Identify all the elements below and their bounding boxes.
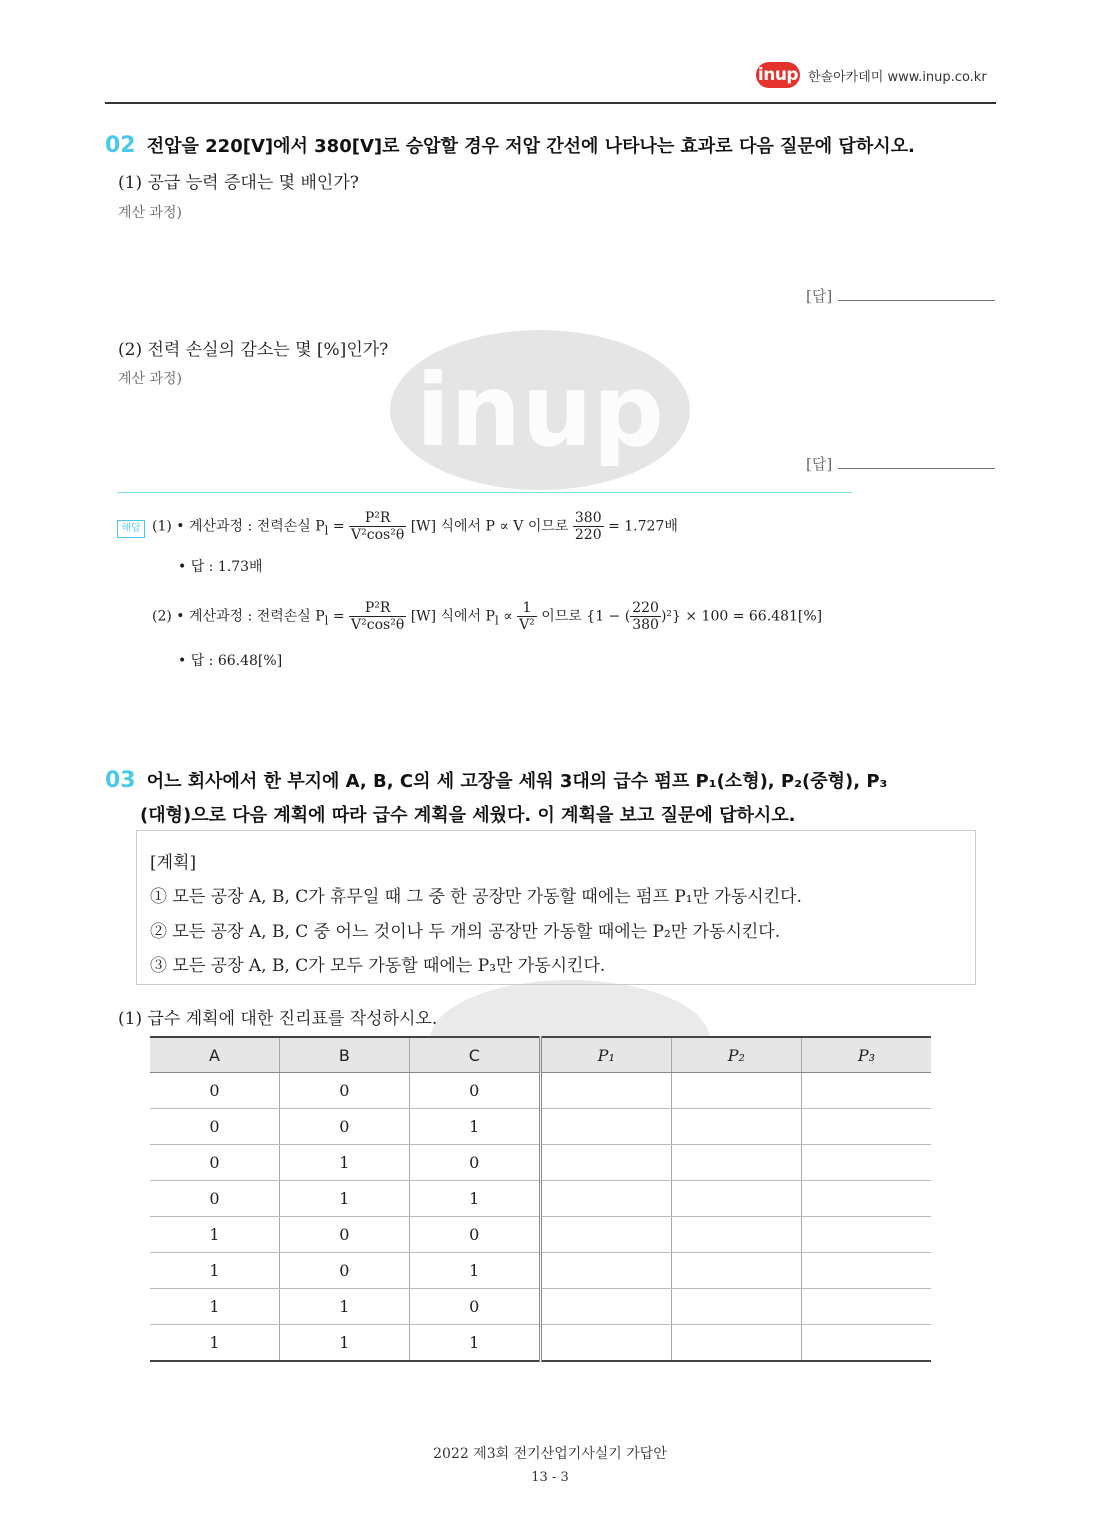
header-p2: P₂: [671, 1037, 801, 1073]
cell-a: 0: [150, 1181, 279, 1217]
cell-p1[interactable]: [540, 1073, 671, 1109]
s2-mid: [W] 식에서 P: [410, 608, 495, 625]
question-number: 02: [105, 133, 136, 158]
cell-c: 0: [409, 1217, 540, 1253]
cell-a: 0: [150, 1145, 279, 1181]
header-p1: P₁: [540, 1037, 671, 1073]
cell-p3[interactable]: [801, 1253, 931, 1289]
q3-sub1: (1) 급수 계획에 대한 진리표를 작성하시오.: [118, 1009, 438, 1029]
s2-expr-close: )²} × 100 = 66.481[%]: [660, 608, 823, 625]
table-row: [150, 1289, 931, 1325]
question-text: 전압을 220[V]에서 380[V]로 승압할 경우 저압 간선에 나타나는 효과로 다음 질문에 답하시오.: [146, 136, 915, 157]
cell-c: 0: [409, 1073, 540, 1109]
s1-ratio: [573, 510, 604, 543]
s2-inv-den: V²: [519, 617, 535, 633]
cell-p2[interactable]: [671, 1181, 801, 1217]
cell-p1[interactable]: [540, 1217, 671, 1253]
plan-item-2: ② 모든 공장 A, B, C 중 어느 것이나 두 개의 공장만 가동할 때에는 P₂만 가동시킨다.: [150, 922, 781, 942]
s2-eq: =: [332, 608, 345, 625]
cell-p1[interactable]: [540, 1109, 671, 1145]
solution-part2: [152, 600, 822, 633]
solution-divider: [117, 492, 852, 493]
page-number: 13 - 3: [531, 1470, 569, 1485]
solution-badge: 해답: [117, 520, 145, 538]
cell-a: 0: [150, 1073, 279, 1109]
header-c: C: [409, 1037, 540, 1073]
s2-inv: [517, 600, 537, 633]
cell-p3[interactable]: [801, 1325, 931, 1362]
cell-b: 0: [279, 1253, 409, 1289]
table-row: [150, 1145, 931, 1181]
q2-calc-label-2: 계산 과정): [118, 371, 183, 387]
cell-a: 0: [150, 1109, 279, 1145]
cell-c: 1: [409, 1181, 540, 1217]
s2-expr-num: 220: [632, 600, 659, 616]
cell-p1[interactable]: [540, 1145, 671, 1181]
question-text-line1: 어느 회사에서 한 부지에 A, B, C의 세 고장을 세워 3대의 급수 펌프 P₁(소형), P₂(중형), P₃: [146, 771, 888, 792]
s2-subscript-2: l: [494, 613, 499, 628]
cell-b: 0: [279, 1073, 409, 1109]
s1-formula-den: V²cos²θ: [351, 527, 405, 543]
cell-p3[interactable]: [801, 1181, 931, 1217]
cell-p3[interactable]: [801, 1145, 931, 1181]
s1-formula: [349, 510, 406, 543]
cell-c: 1: [409, 1109, 540, 1145]
inup-logo: inup: [756, 62, 800, 88]
table-header-row: [150, 1037, 931, 1073]
solution-part1: [152, 510, 678, 543]
table-row: [150, 1109, 931, 1145]
cell-a: 1: [150, 1289, 279, 1325]
cell-b: 1: [279, 1289, 409, 1325]
brand-text: 한솔아카데미 www.inup.co.kr: [808, 70, 987, 85]
cell-p2[interactable]: [671, 1109, 801, 1145]
cell-p3[interactable]: [801, 1217, 931, 1253]
table-row: [150, 1181, 931, 1217]
s2-formula-den: V²cos²θ: [351, 617, 405, 633]
s1-subscript: l: [324, 523, 329, 538]
s1-ratio-num: 380: [574, 510, 602, 526]
q2-calc-label-1: 계산 과정): [118, 205, 183, 221]
table-row: [150, 1253, 931, 1289]
q2-answer-label-2: [답]: [806, 455, 833, 473]
cell-a: 1: [150, 1253, 279, 1289]
cell-b: 1: [279, 1181, 409, 1217]
cell-p1[interactable]: [540, 1253, 671, 1289]
question-02: [105, 132, 915, 158]
s1-eq: =: [332, 518, 345, 535]
table-row: [150, 1217, 931, 1253]
header-p3: P₃: [801, 1037, 931, 1073]
header-b: B: [279, 1037, 409, 1073]
q2-answer-line-2[interactable]: [838, 468, 995, 469]
s1-prefix: (1) • 계산과정 : 전력손실 P: [152, 518, 325, 535]
truth-table: [150, 1036, 931, 1362]
cell-p2[interactable]: [671, 1217, 801, 1253]
plan-item-3: ③ 모든 공장 A, B, C가 모두 가동할 때에는 P₃만 가동시킨다.: [150, 956, 606, 976]
cell-p3[interactable]: [801, 1289, 931, 1325]
q2-sub1: (1) 공급 능력 증대는 몇 배인가?: [118, 173, 359, 193]
cell-a: 1: [150, 1217, 279, 1253]
plan-title: [계획]: [150, 853, 197, 873]
question-text-line2: (대형)으로 다음 계획에 따라 급수 계획을 세웠다. 이 계획을 보고 질문에 답하시오.: [140, 805, 796, 826]
s2-subscript: l: [324, 613, 329, 628]
cell-p3[interactable]: [801, 1073, 931, 1109]
inup-watermark-logo: [380, 300, 700, 520]
cell-b: 1: [279, 1325, 409, 1362]
s2-expr-frac: [630, 600, 661, 633]
q2-sub2: (2) 전력 손실의 감소는 몇 [%]인가?: [118, 340, 389, 360]
question-number: 03: [105, 768, 136, 793]
footer-title: 2022 제3회 전기산업기사실기 가답안: [433, 1446, 667, 1462]
s2-inv-num: 1: [517, 600, 537, 617]
s1-mid: [W] 식에서 P ∝ V 이므로: [410, 518, 569, 535]
s1-answer: • 답 : 1.73배: [178, 559, 263, 575]
cell-c: 1: [409, 1253, 540, 1289]
cell-p2[interactable]: [671, 1145, 801, 1181]
s2-answer: • 답 : 66.48[%]: [178, 653, 283, 669]
table-row: [150, 1325, 931, 1362]
s2-expr-den: 380: [632, 617, 659, 633]
cell-b: 0: [279, 1217, 409, 1253]
svg-text:inup: inup: [415, 352, 665, 469]
cell-c: 0: [409, 1145, 540, 1181]
header-divider: [105, 102, 996, 104]
cell-p2[interactable]: [671, 1289, 801, 1325]
s1-formula-num: P²R: [349, 510, 406, 527]
cell-c: 1: [409, 1325, 540, 1362]
header-a: A: [150, 1037, 279, 1073]
s2-then: 이므로: [541, 608, 582, 625]
cell-c: 0: [409, 1289, 540, 1325]
s2-prefix: (2) • 계산과정 : 전력손실 P: [152, 608, 325, 625]
cell-b: 0: [279, 1109, 409, 1145]
cell-p3[interactable]: [801, 1109, 931, 1145]
cell-p2[interactable]: [671, 1073, 801, 1109]
cell-p2[interactable]: [671, 1253, 801, 1289]
s1-ratio-den: 220: [574, 527, 602, 543]
table-row: [150, 1073, 931, 1109]
cell-a: 1: [150, 1325, 279, 1362]
s1-result: = 1.727배: [608, 518, 678, 535]
question-03: [105, 767, 887, 793]
s2-formula: [349, 600, 406, 633]
cell-p2[interactable]: [671, 1325, 801, 1362]
s2-expr-open: {1 − (: [586, 608, 631, 625]
cell-b: 1: [279, 1145, 409, 1181]
plan-item-1: ① 모든 공장 A, B, C가 휴무일 때 그 중 한 공장만 가동할 때에는 펌프 P₁만 가동시킨다.: [150, 887, 802, 907]
cell-p1[interactable]: [540, 1181, 671, 1217]
s2-formula-num: P²R: [349, 600, 406, 617]
q2-answer-label-1: [답]: [806, 287, 833, 305]
q2-answer-line-1[interactable]: [838, 300, 995, 301]
s2-prop: ∝: [503, 608, 513, 625]
cell-p1[interactable]: [540, 1325, 671, 1362]
cell-p1[interactable]: [540, 1289, 671, 1325]
